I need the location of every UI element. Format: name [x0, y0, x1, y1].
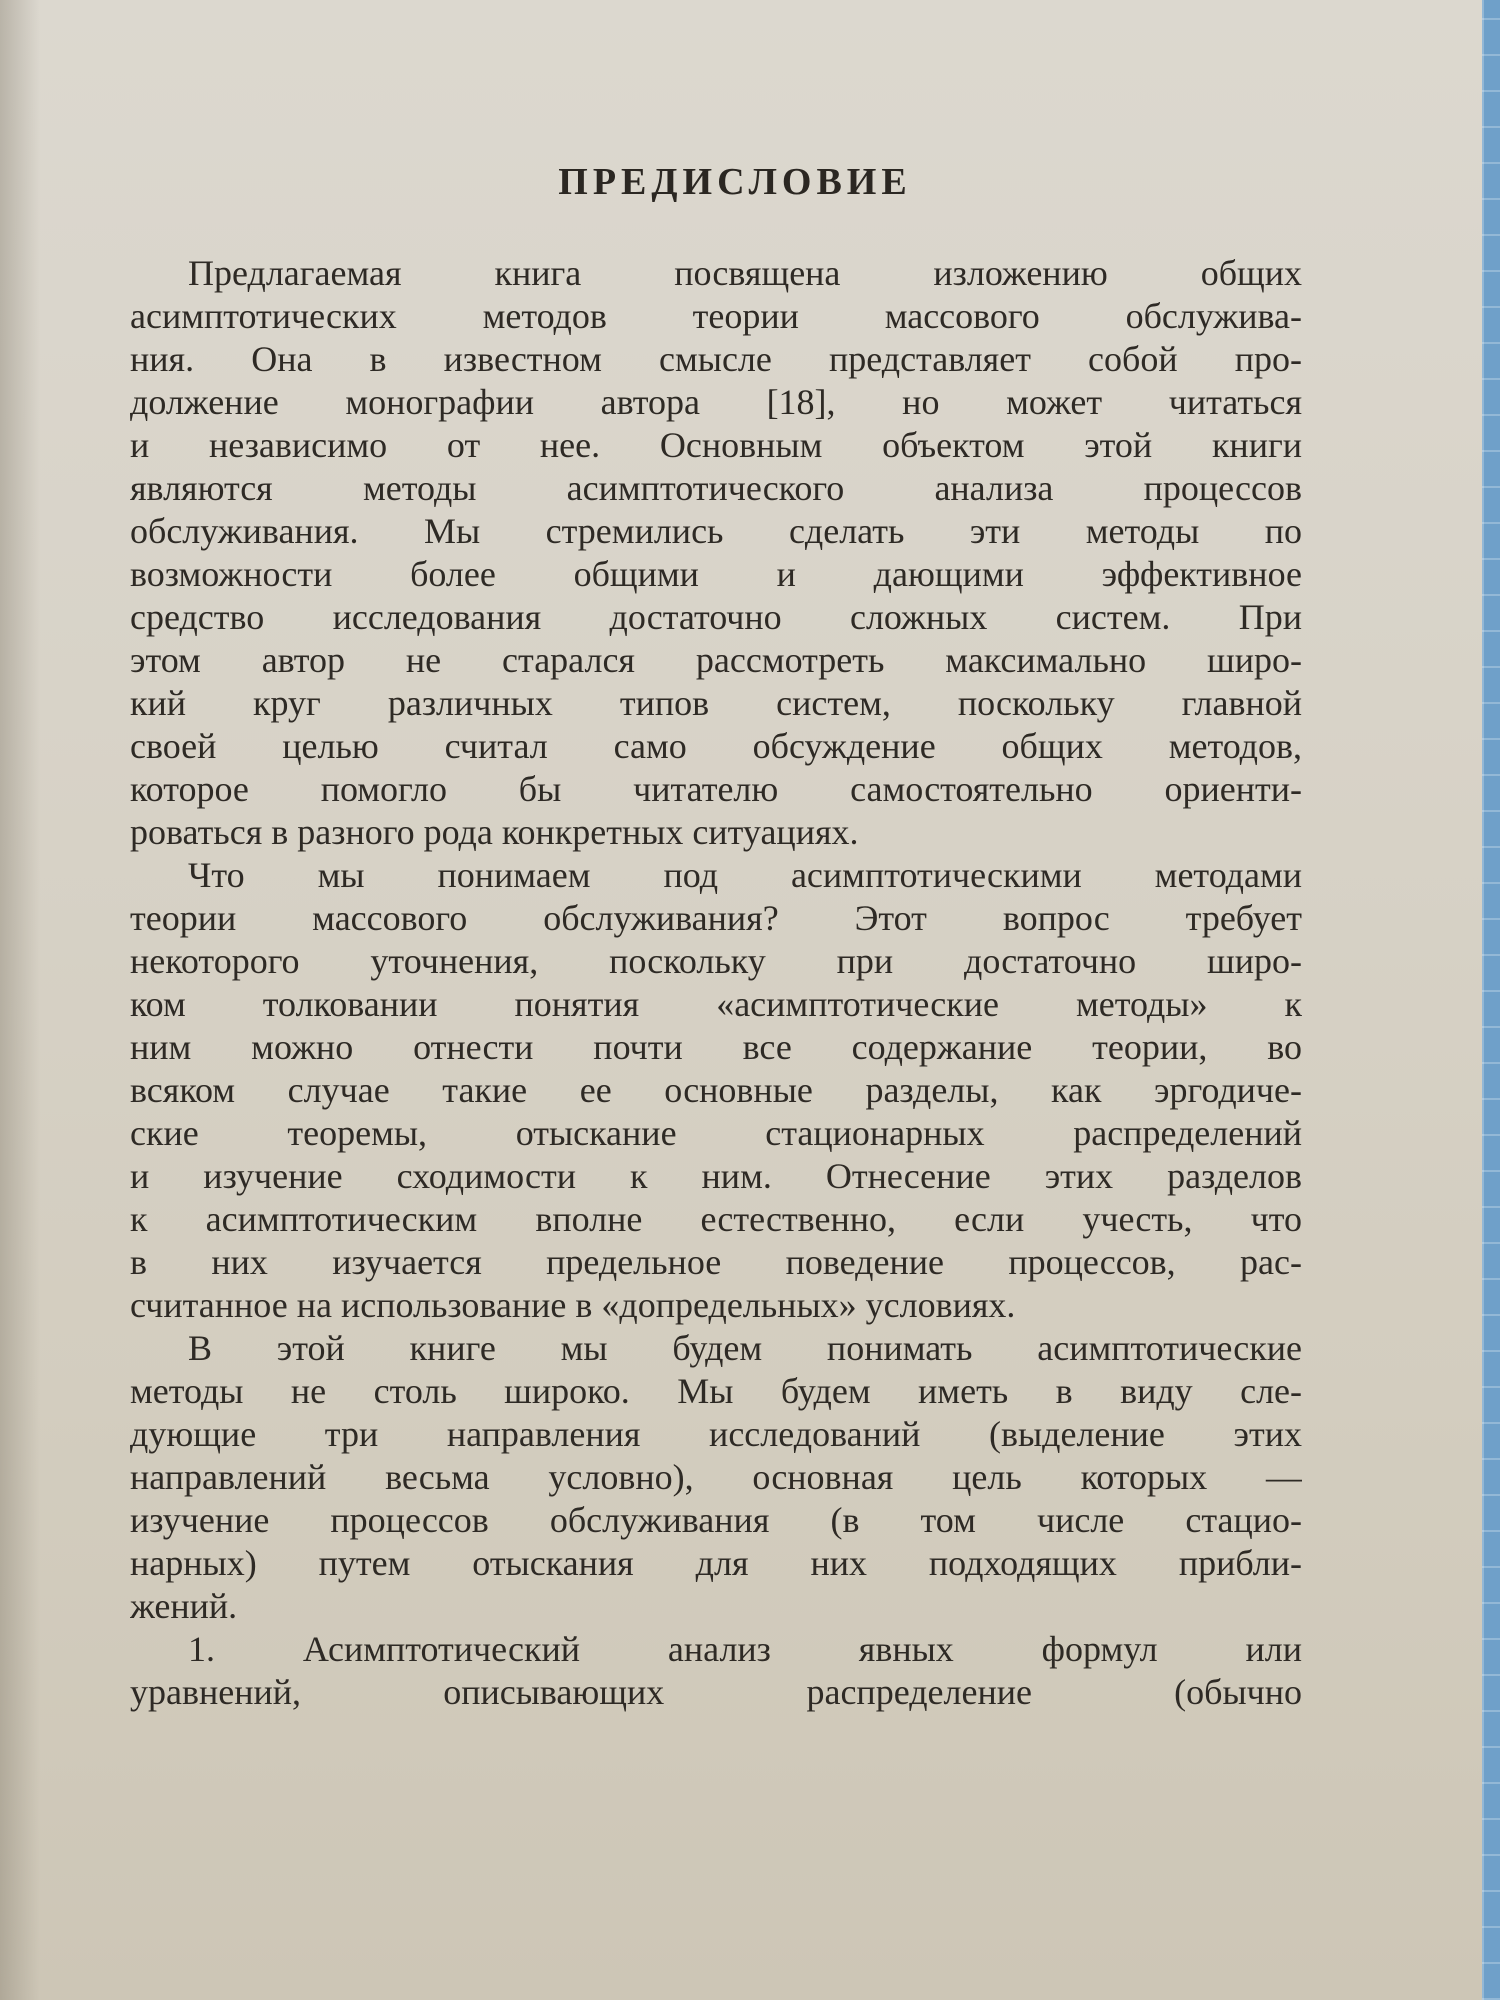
text-line: своей целью считал само обсуждение общих методов,: [130, 726, 1302, 766]
text-line: всяком случае такие ее основные разделы, как эргодиче-: [130, 1070, 1302, 1110]
text-line: средство исследования достаточно сложных систем. При: [130, 597, 1302, 637]
page-body-text: [130, 252, 1302, 1714]
text-line: должение монографии автора [18], но может читаться: [130, 382, 1302, 422]
text-line: и независимо от нее. Основным объектом этой книги: [130, 425, 1302, 465]
text-line: Что мы понимаем под асимптотическими методами: [188, 855, 1302, 895]
text-line: уравнений, описывающих распределение (обычно: [130, 1672, 1302, 1712]
text-line: асимптотических методов теории массового обслужива-: [130, 296, 1302, 336]
text-line: 1. Асимптотический анализ явных формул или: [188, 1629, 1302, 1669]
text-line: возможности более общими и дающими эффективное: [130, 554, 1302, 594]
text-line: считанное на использование в «допредельных» условиях.: [130, 1285, 1016, 1325]
page-heading: ПРЕДИСЛОВИЕ: [558, 161, 912, 203]
text-line: к асимптотическим вполне естественно, если учесть, что: [130, 1199, 1302, 1239]
text-line: изучение процессов обслуживания (в том числе стацио-: [130, 1500, 1302, 1540]
text-line: ские теоремы, отыскание стационарных распределений: [130, 1113, 1302, 1153]
text-line: роваться в разного рода конкретных ситуациях.: [130, 812, 859, 852]
text-line: и изучение сходимости к ним. Отнесение этих разделов: [130, 1156, 1302, 1196]
text-line: нарных) путем отыскания для них подходящих прибли-: [130, 1543, 1302, 1583]
text-line: кий круг различных типов систем, поскольку главной: [130, 683, 1302, 723]
text-line: методы не столь широко. Мы будем иметь в виду сле-: [130, 1371, 1302, 1411]
text-line: дующие три направления исследований (выделение этих: [130, 1414, 1302, 1454]
text-line: В этой книге мы будем понимать асимптотические: [188, 1328, 1302, 1368]
text-line: жений.: [130, 1586, 238, 1626]
text-line: некоторого уточнения, поскольку при достаточно широ-: [130, 941, 1302, 981]
text-line: этом автор не старался рассмотреть максимально широ-: [130, 640, 1302, 680]
text-line: являются методы асимптотического анализа процессов: [130, 468, 1302, 508]
text-line: обслуживания. Мы стремились сделать эти методы по: [130, 511, 1302, 551]
background-grid-paper-edge: [1482, 0, 1500, 2000]
text-line: которое помогло бы читателю самостоятельно ориенти-: [130, 769, 1302, 809]
text-line: в них изучается предельное поведение процессов, рас-: [130, 1242, 1302, 1282]
text-line: направлений весьма условно), основная цель которых —: [130, 1457, 1302, 1497]
text-line: ком толковании понятия «асимптотические методы» к: [130, 984, 1302, 1024]
text-line: ним можно отнести почти все содержание теории, во: [130, 1027, 1302, 1067]
text-line: теории массового обслуживания? Этот вопрос требует: [130, 898, 1302, 938]
text-line: Предлагаемая книга посвящена изложению общих: [188, 253, 1302, 293]
text-line: ния. Она в известном смысле представляет собой про-: [130, 339, 1302, 379]
page-gutter-shadow: [0, 0, 40, 2000]
